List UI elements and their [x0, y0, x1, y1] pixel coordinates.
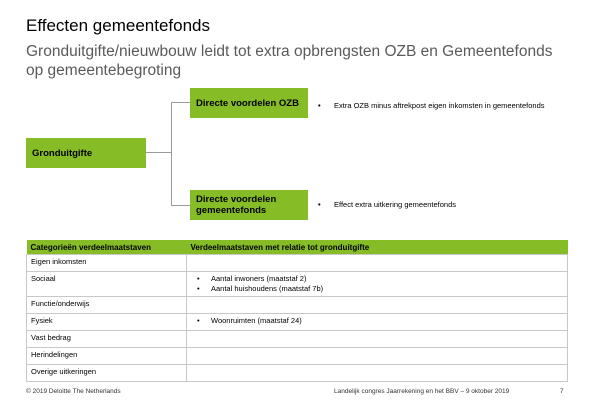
table-row [27, 255, 568, 272]
table-row [27, 297, 568, 314]
root-box [26, 138, 146, 168]
table-row [27, 365, 568, 382]
maatstaf-cell [187, 314, 568, 331]
category-cell: Eigen inkomsten [27, 255, 187, 272]
branch-label-ozb: Directe voordelen OZB [196, 97, 299, 109]
category-cell: Vast bedrag [27, 331, 187, 348]
branch-label-gemeentefonds: Directe voordelen gemeentefonds [196, 194, 277, 216]
category-cell: Herindelingen [27, 348, 187, 365]
bullet-icon: • [197, 284, 200, 293]
maatstaf-cell [187, 331, 568, 348]
category-cell: Sociaal [27, 272, 187, 297]
maatstaf-item [191, 284, 563, 294]
table-row [27, 272, 568, 297]
bullet-icon: • [197, 274, 200, 283]
maatstaf-cell [187, 272, 568, 297]
root-label: Gronduitgifte [32, 147, 93, 159]
footer-copyright: © 2019 Deloitte The Netherlands [26, 388, 121, 395]
table-header-cell: Categorieën verdeelmaatstaven [27, 240, 187, 255]
maatstaf-item [191, 316, 563, 326]
bullet-icon: • [318, 200, 321, 209]
table-row [27, 348, 568, 365]
table-row [27, 331, 568, 348]
branch-note-gemeentefonds [318, 200, 548, 210]
branch-note-ozb-text: Extra OZB minus aftrekpost eigen inkomsten in gemeentefonds [334, 101, 545, 110]
maatstaf-cell [187, 255, 568, 272]
category-cell: Overige uitkeringen [27, 365, 187, 382]
connector-bottom [171, 205, 190, 206]
connector-root [146, 152, 172, 153]
page-title: Effecten gemeentefonds [26, 16, 210, 35]
maatstaf-cell [187, 365, 568, 382]
footer-event: Landelijk congres Jaarrekening en het BBV – 9 oktober 2019 [334, 388, 510, 395]
maatstaf-item-text: Aantal huishoudens (maatstaf 7b) [211, 284, 324, 293]
branch-box-ozb [190, 88, 308, 118]
table-header-row [27, 240, 568, 255]
maatstaf-item-text: Woonruimten (maatstaf 24) [211, 316, 302, 325]
table-header-cell: Verdeelmaatstaven met relatie tot gronduitgifte [187, 240, 568, 255]
category-cell: Functie/onderwijs [27, 297, 187, 314]
branch-note-gemeentefonds-text: Effect extra uitkering gemeentefonds [334, 200, 457, 209]
branch-box-gemeentefonds [190, 190, 308, 220]
bullet-icon: • [197, 316, 200, 325]
page-subtitle: Gronduitgifte/nieuwbouw leidt tot extra opbrengsten OZB en Gemeentefonds op gemeentebegroting [26, 43, 553, 79]
table-row [27, 314, 568, 331]
connector-top [171, 102, 190, 103]
maatstaf-item [191, 274, 563, 284]
verdeelmaatstaven-table [26, 240, 568, 382]
maatstaf-item-text: Aantal inwoners (maatstaf 2) [211, 274, 307, 283]
branch-note-ozb [318, 101, 548, 111]
bullet-icon: • [318, 101, 321, 110]
page-number: 7 [560, 388, 564, 395]
category-cell: Fysiek [27, 314, 187, 331]
connector-vertical [171, 102, 172, 206]
maatstaf-cell [187, 348, 568, 365]
maatstaf-cell [187, 297, 568, 314]
